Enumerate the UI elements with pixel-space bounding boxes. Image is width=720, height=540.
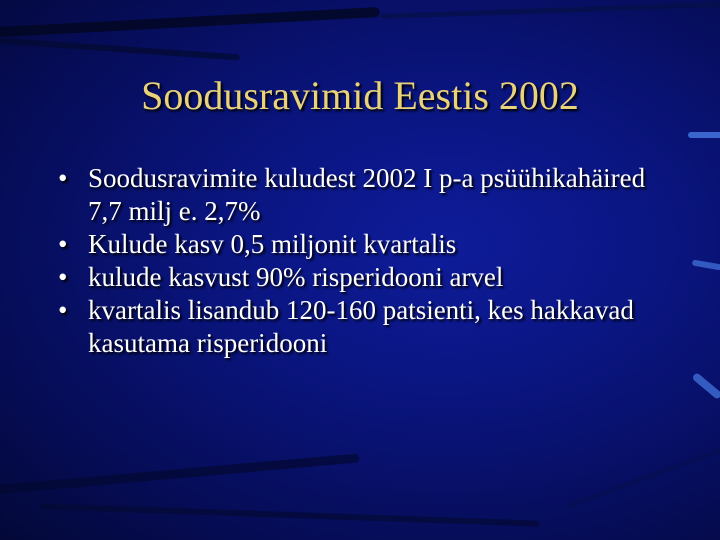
background-streak	[691, 372, 720, 400]
bullet-text: Soodusravimite kuludest 2002 I p-a psüühikahäired 7,7 milj e. 2,7%	[88, 163, 646, 226]
background-streak	[0, 34, 240, 61]
background-streak	[688, 132, 720, 138]
background-streak	[40, 503, 540, 526]
bullet-dot: •	[58, 163, 68, 193]
background-streak	[692, 259, 720, 270]
slide-title: Soodusravimid Eestis 2002	[141, 73, 579, 118]
bullet-text: kvartalis lisandub 120-160 patsienti, kes hakkavad kasutama risperidooni	[88, 295, 634, 358]
bullet-list	[58, 162, 678, 360]
bullet-dot: •	[58, 262, 68, 292]
bullet-dot: •	[58, 229, 68, 259]
bullet-item	[58, 162, 678, 228]
background-streak	[0, 7, 380, 39]
bullet-item	[58, 228, 678, 261]
bullet-item	[58, 294, 678, 360]
bullet-text: kulude kasvust 90% risperidooni arvel	[88, 262, 504, 292]
bullet-item	[58, 261, 678, 294]
bullet-text: Kulude kasv 0,5 miljonit kvartalis	[88, 229, 457, 259]
background-streak	[565, 436, 720, 509]
bullet-dot: •	[58, 295, 68, 325]
background-streak	[380, 2, 720, 19]
background-streak	[0, 453, 360, 495]
